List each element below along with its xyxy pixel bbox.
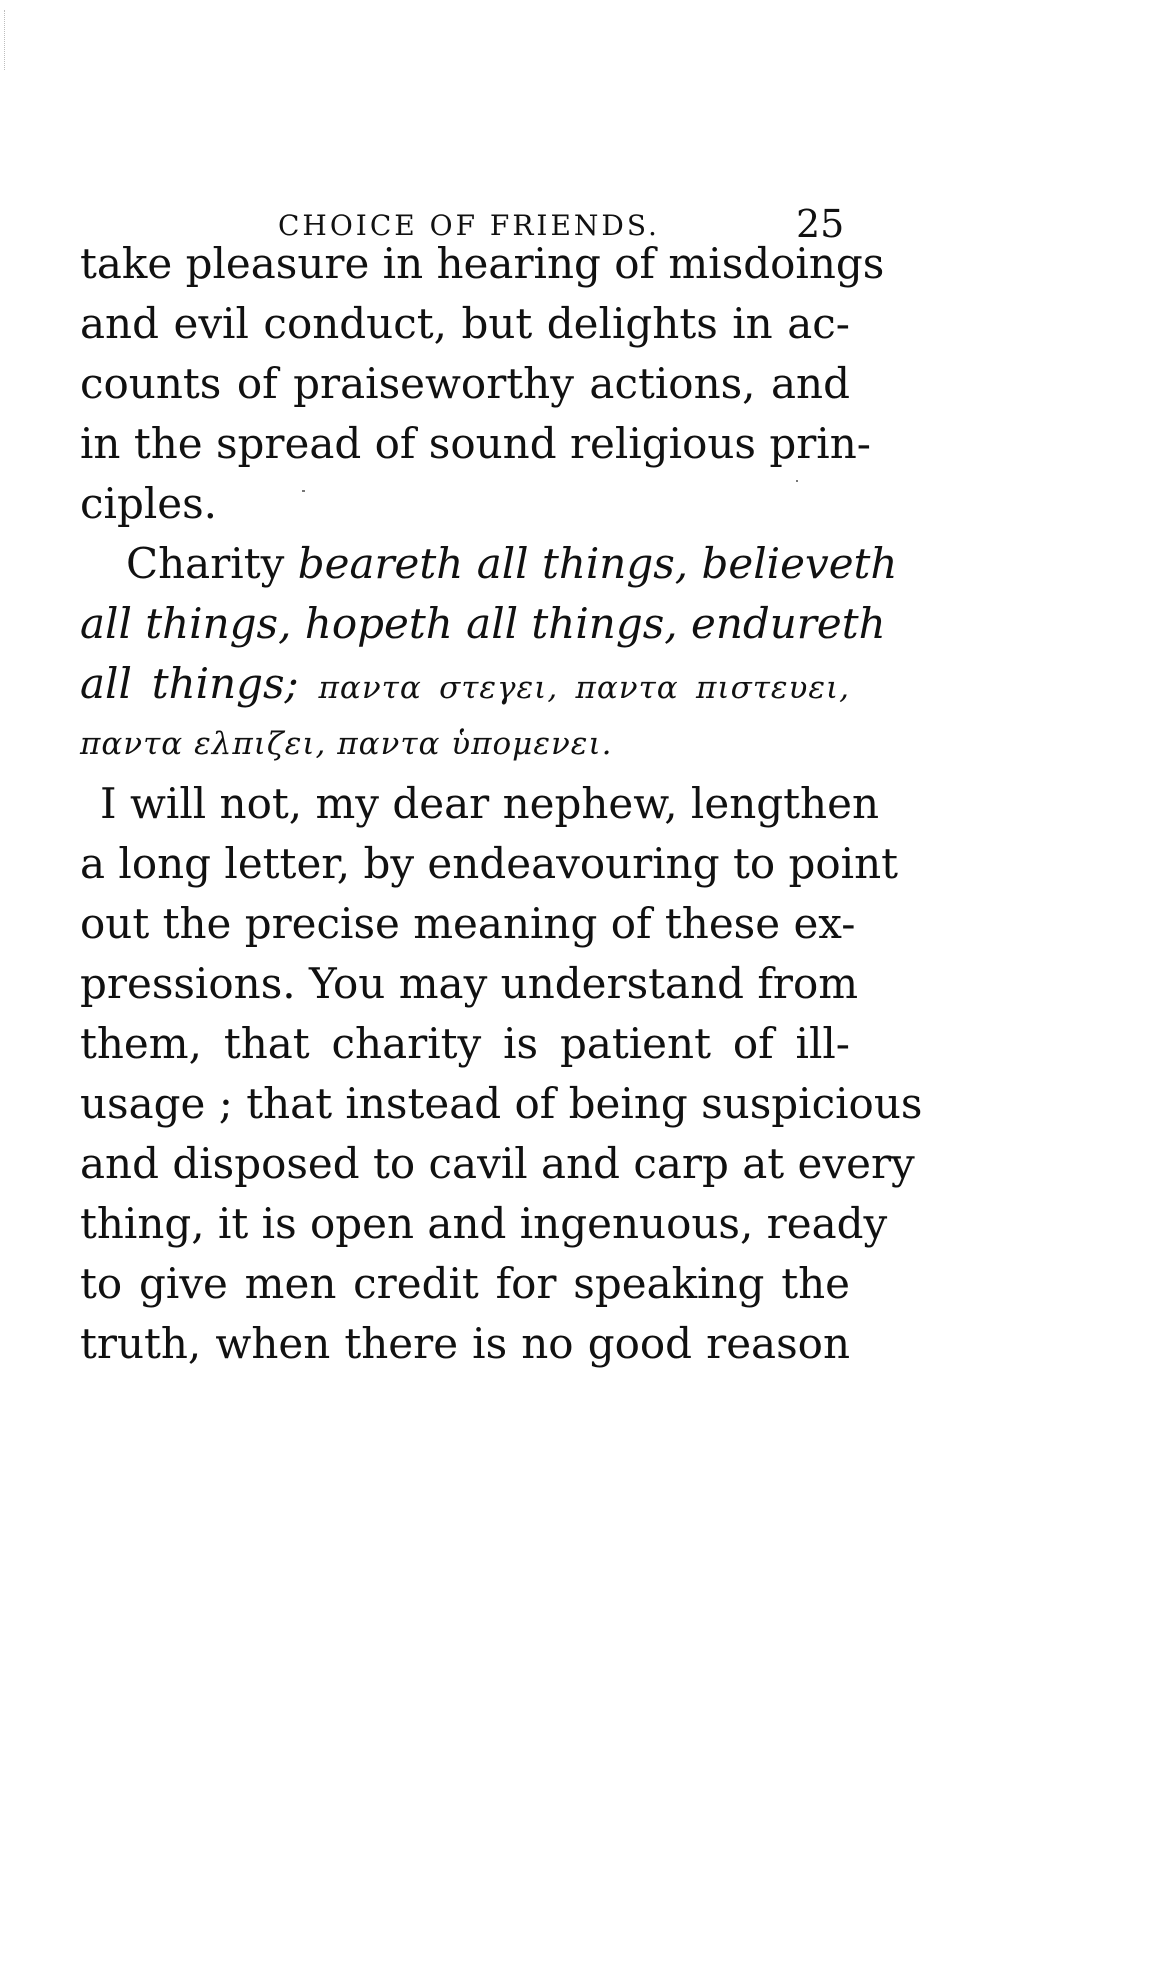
text-line: them, that charity is patient of ill- bbox=[80, 1019, 850, 1068]
text-line: pressions. You may understand from bbox=[80, 959, 859, 1008]
text-line: counts of praiseworthy actions, and bbox=[80, 359, 850, 408]
text-line: ciples. bbox=[80, 479, 218, 528]
greek-text-line: παντα ελπιζει, παντα ὑπομενει. bbox=[80, 726, 613, 762]
text-line: thing, it is open and ingenuous, ready bbox=[80, 1199, 888, 1248]
print-speck bbox=[302, 490, 305, 492]
text-line: I will not, my dear nephew, lengthen bbox=[100, 779, 879, 828]
text-line bbox=[126, 536, 898, 592]
italic-text: beareth all things, believeth bbox=[297, 539, 898, 588]
running-head-title: CHOICE OF FRIENDS. bbox=[278, 209, 660, 242]
text-line: usage ; that instead of being suspicious bbox=[80, 1079, 923, 1128]
text-line: a long letter, by endeavouring to point bbox=[80, 839, 899, 888]
text-line: and disposed to cavil and carp at every bbox=[80, 1139, 915, 1188]
print-speck bbox=[796, 480, 798, 482]
text-line: to give men credit for speaking the bbox=[80, 1259, 850, 1308]
greek-text: παντα στεγει, παντα πιστευει, bbox=[318, 670, 850, 706]
page-number: 25 bbox=[796, 202, 845, 246]
italic-text: all things; bbox=[80, 659, 299, 708]
text-line: take pleasure in hearing of misdoings bbox=[80, 239, 885, 288]
text-line: and evil conduct, but delights in ac- bbox=[80, 299, 850, 348]
text-run: Charity bbox=[126, 539, 285, 588]
text-line: truth, when there is no good reason bbox=[80, 1319, 850, 1368]
scan-edge-mark bbox=[4, 10, 7, 70]
text-line bbox=[80, 656, 850, 716]
text-line: in the spread of sound religious prin- bbox=[80, 419, 871, 468]
italic-text-line: all things, hopeth all things, endureth bbox=[80, 599, 886, 648]
text-line: out the precise meaning of these ex- bbox=[80, 899, 856, 948]
